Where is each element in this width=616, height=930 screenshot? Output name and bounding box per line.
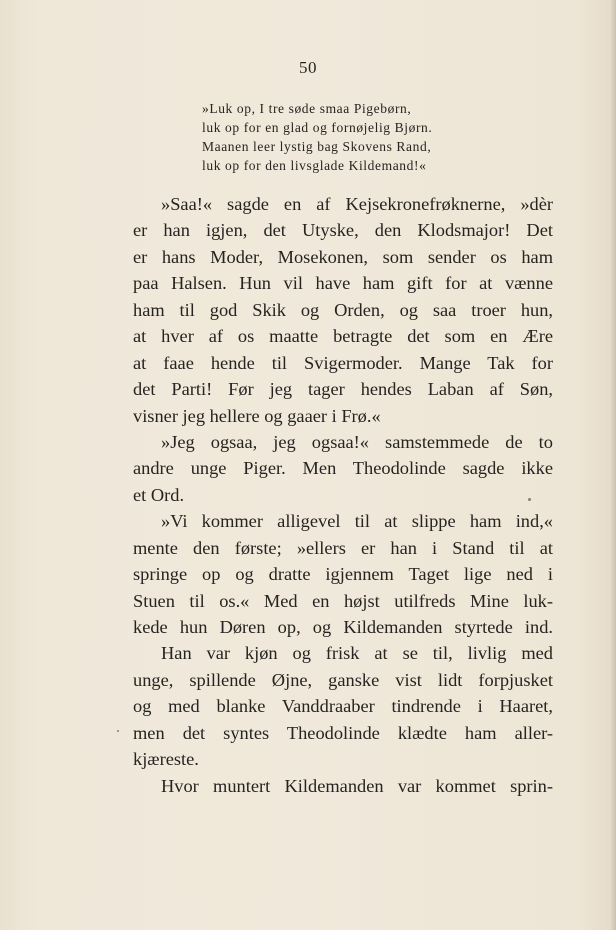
print-speck [117,730,119,732]
text-line: paa Halsen. Hun vil have ham gift for at vænne [133,273,553,294]
verse-line: »Luk op, I tre søde smaa Pigebørn, [202,101,412,116]
text-line: og med blanke Vanddraaber tindrende i Haaret, [133,696,553,717]
text-line: men det syntes Theodolinde klædte ham aller- [133,722,553,743]
text-line: Hvor muntert Kildemanden var kommet sprin- [161,775,553,796]
verse-line: Maanen leer lystig bag Skovens Rand, [202,139,432,154]
text-line: Stuen til os.« Med en højst utilfreds Mine luk- [133,590,553,611]
text-line: mente den første; »ellers er han i Stand til at [133,537,553,558]
print-speck [528,498,531,501]
text-line: et Ord. [133,484,185,505]
text-line: visner jeg hellere og gaaer i Frø.« [133,405,381,426]
verse-line: luk op for en glad og fornøjelig Bjørn. [202,120,433,135]
text-line: ham til god Skik og Orden, og saa troer hun, [133,299,553,320]
text-line: er han igjen, det Utyske, den Klodsmajor! Det [133,220,553,241]
text-line: det Parti! Før jeg tager hendes Laban af Søn, [133,379,553,400]
text-line: »Jeg ogsaa, jeg ogsaa!« samstemmede de to [161,431,553,452]
text-line: springe op og dratte igjennem Taget lige ned i [133,564,553,585]
verse-line: luk op for den livsglade Kildemand!« [202,158,427,173]
text-line: kede hun Døren op, og Kildemanden styrtede ind. [133,617,553,637]
body-text [133,191,553,799]
text-line: kjæreste. [133,749,199,770]
text-line: unge, spillende Øjne, ganske vist lidt forpjusket [133,669,553,690]
text-line: »Saa!« sagde en af Kejsekronefrøknerne, »dèr [161,194,553,214]
text-line: er hans Moder, Mosekonen, som sender os ham [133,246,553,267]
verse-block [202,99,502,175]
text-line: »Vi kommer alligevel til at slippe ham ind,« [161,511,553,532]
text-line: at faae hende til Svigermoder. Mange Tak for [133,352,553,373]
text-line: Han var kjøn og frisk at se til, livlig med [161,643,553,664]
text-line: at hver af os maatte betragte det som en Ære [133,326,553,347]
text-line: andre unge Piger. Men Theodolinde sagde ikke [133,458,553,479]
page-number: 50 [299,58,317,77]
page-edge-shadow [610,0,616,930]
